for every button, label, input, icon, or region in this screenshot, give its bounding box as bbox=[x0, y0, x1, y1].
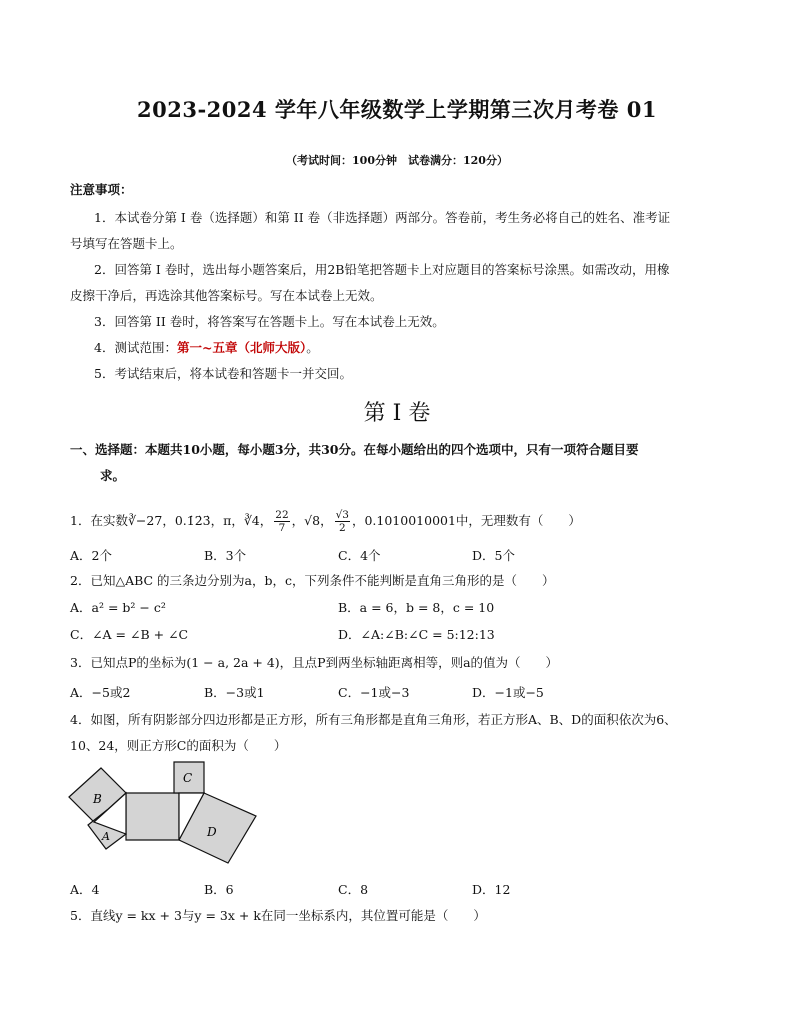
q1-root-3: √8 bbox=[304, 513, 321, 528]
q1-root-2: ∛4 bbox=[243, 513, 260, 528]
q3-option-a: A．−5或2 bbox=[70, 685, 131, 700]
q2-stem: 2．已知△ABC 的三条边分别为a，b，c，下列条件不能判断是直角三角形的是（ ） bbox=[70, 573, 555, 588]
notice-4-suffix: 。 bbox=[306, 340, 319, 355]
q3-option-d: D．−1或−5 bbox=[472, 685, 544, 700]
q4-option-d: D．12 bbox=[472, 882, 511, 897]
part1-line-b: 求。 bbox=[100, 468, 126, 483]
q4-stem-b: 10、24，则正方形C的面积为（ ） bbox=[70, 738, 287, 753]
q2-option-b: B．a = 6，b = 8，c = 10 bbox=[338, 600, 495, 615]
section-title: 第 I 卷 bbox=[363, 401, 431, 426]
notice-heading: 注意事项： bbox=[70, 182, 133, 197]
exam-subtitle: （考试时间：100分钟 试卷满分：120分） bbox=[286, 154, 508, 167]
q1-fraction2-numerator: √3 bbox=[335, 508, 349, 521]
q1-option-c: C．4个 bbox=[338, 548, 381, 563]
notice-1b: 号填写在答题卡上。 bbox=[70, 236, 183, 251]
q3-stem: 3．已知点P的坐标为(1 − a, 2a + 4)，且点P到两坐标轴距离相等，则a的值为（ ） bbox=[70, 655, 559, 670]
test-range: 第一~五章（北师大版） bbox=[176, 340, 307, 355]
q2-option-a: A．a² = b² − c² bbox=[70, 600, 166, 615]
q5-stem: 5．直线y = kx + 3与y = 3x + k在同一坐标系内，其位置可能是（ ） bbox=[70, 908, 486, 923]
q4-option-a: A．4 bbox=[70, 882, 100, 897]
notice-3: 3．回答第 II 卷时，将答案写在答题卡上。写在本试卷上无效。 bbox=[94, 314, 445, 329]
notice-2a: 2．回答第 I 卷时，选出每小题答案后，用2B铅笔把答题卡上对应题目的答案标号涂黑。如需改动，用橡 bbox=[94, 262, 670, 277]
q1-prefix: 1．在实数 bbox=[70, 513, 128, 528]
part1-line-a: 一、选择题：本题共10小题，每小题3分，共30分。在每小题给出的四个选项中，只有一项符合题目要 bbox=[70, 442, 639, 457]
q1-seg-1: ，0.1̇2̇3̇，π， bbox=[162, 513, 244, 528]
notice-4 bbox=[94, 338, 319, 358]
q1-seg-3: ， bbox=[291, 513, 305, 528]
q1-option-a: A．2个 bbox=[70, 548, 112, 563]
page-title: 2023-2024 学年八年级数学上学期第三次月考卷 01 bbox=[137, 97, 657, 122]
q1-fraction2-denominator: 2 bbox=[338, 521, 346, 534]
q1-option-b: B．3个 bbox=[204, 548, 247, 563]
notice-5: 5．考试结束后，将本试卷和答题卡一并交回。 bbox=[94, 366, 352, 381]
label-b: B bbox=[93, 792, 102, 806]
label-d: D bbox=[207, 825, 217, 839]
q3-option-b: B．−3或1 bbox=[204, 685, 265, 700]
label-c: C bbox=[183, 771, 193, 785]
q1-fraction-numerator: 22 bbox=[275, 508, 289, 521]
q4-stem-a: 4．如图，所有阴影部分四边形都是正方形，所有三角形都是直角三角形，若正方形A、B、D的面积依次为6、 bbox=[70, 712, 677, 727]
notice-1a: 1．本试卷分第 I 卷（选择题）和第 II 卷（非选择题）两部分。答卷前，考生务必将自己的姓名、准考证 bbox=[94, 210, 671, 225]
q1-stem bbox=[70, 506, 581, 536]
notice-4-prefix: 4．测试范围： bbox=[94, 340, 177, 355]
notice-2b: 皮擦干净后，再选涂其他答案标号。写在本试卷上无效。 bbox=[70, 288, 383, 303]
q1-option-d: D．5个 bbox=[472, 548, 515, 563]
q3-option-c: C．−1或−3 bbox=[338, 685, 410, 700]
q1-root-1: ∛−27 bbox=[127, 513, 163, 528]
q1-seg-2: ， bbox=[259, 513, 273, 528]
q1-fraction-22-7 bbox=[274, 509, 289, 534]
q1-suffix: ，0.1010010001中，无理数有（ ） bbox=[351, 513, 581, 528]
q4-option-c: C．8 bbox=[338, 882, 369, 897]
q2-option-c: C．∠A = ∠B + ∠C bbox=[70, 627, 189, 642]
q1-fraction-denominator: 7 bbox=[278, 521, 286, 534]
q1-fraction-sqrt3-2 bbox=[335, 509, 350, 534]
q2-option-d: D．∠A:∠B:∠C = 5:12:13 bbox=[338, 627, 495, 642]
q4-option-b: B．6 bbox=[204, 882, 234, 897]
central-square bbox=[126, 793, 179, 840]
label-a: A bbox=[102, 830, 110, 843]
q4-squares-figure bbox=[66, 758, 266, 864]
q1-seg-4: ， bbox=[320, 513, 333, 528]
